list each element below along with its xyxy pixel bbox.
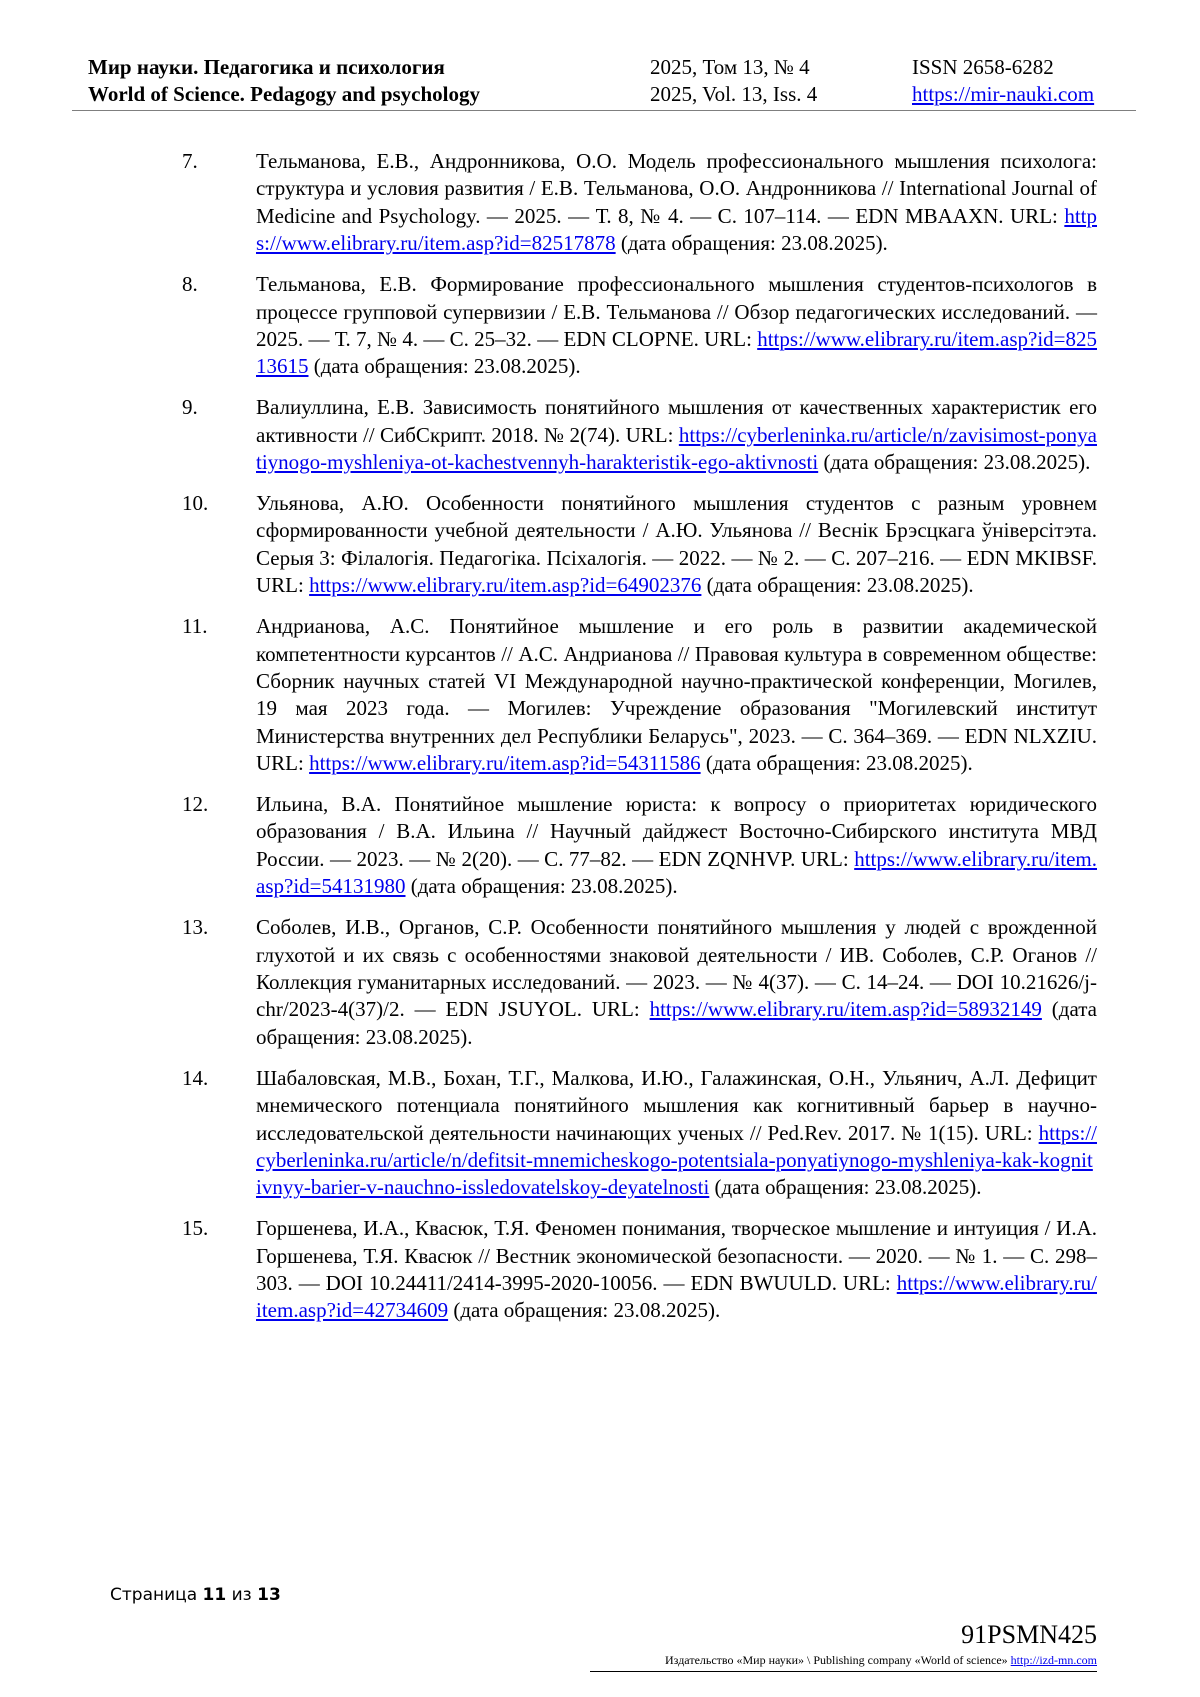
footer-divider	[590, 1671, 1097, 1672]
reference-item	[182, 148, 1097, 258]
reference-url-link[interactable]: https://www.elibrary.ru/item.asp?id=64902376	[309, 573, 702, 598]
publisher-line	[665, 1653, 1097, 1667]
journal-title-ru: Мир науки. Педагогика и психология	[88, 55, 445, 79]
page-header	[72, 50, 1136, 111]
reference-access-date: (дата обращения: 23.08.2025).	[448, 1298, 721, 1323]
reference-text: Горшенева, И.А., Квасюк, Т.Я. Феномен понимания, творческое мышление и интуиция / И.А. Горшенева, Т.Я. Квасюк // Вестник экономической безопасности. — 2020. — № 1. — С. 298–303. — DOI 10.24411/2414-3995-2020-10056. — EDN BWUULD. URL:	[256, 1216, 1097, 1296]
reference-text: Ильина, В.А. Понятийное мышление юриста: к вопросу о приоритетах юридического образования / В.А. Ильина // Научный дайджест Восточно-Сибирского института МВД России. — 2023. — № 2(20). — С. 77–82. — EDN ZQNHVP. URL:	[256, 792, 1097, 871]
journal-title-en: World of Science. Pedagogy and psychology	[88, 82, 481, 106]
journal-website-link[interactable]: https://mir-nauki.com	[912, 82, 1095, 106]
reference-url-link[interactable]: https://www.elibrary.ru/item.asp?id=82517878	[256, 203, 1097, 256]
reference-number: 15.	[182, 1216, 209, 1241]
article-code: 91PSMN425	[961, 1620, 1097, 1649]
reference-url-link[interactable]: https://www.elibrary.ru/item.asp?id=54311586	[309, 751, 701, 776]
reference-number: 9.	[182, 395, 198, 420]
reference-url-link[interactable]: https://www.elibrary.ru/item.asp?id=54131980	[256, 846, 1097, 899]
issn: ISSN 2658-6282	[912, 55, 1054, 79]
reference-number: 10.	[182, 490, 209, 515]
reference-text: Тельманова, Е.В. Формирование профессионального мышления студентов-психологов в процессе групповой супервизии / Е.В. Тельманова // Обзор педагогических исследований. — 2025. — Т. 7, № 4. — С. 25–32. — EDN CLOPNE. URL:	[256, 272, 1097, 351]
reference-item	[182, 271, 1097, 381]
publisher-text: Издательство «Мир науки» \ Publishing company «World of science»	[665, 1653, 1008, 1667]
reference-url-link[interactable]: https://www.elibrary.ru/item.asp?id=42734609	[256, 1271, 1097, 1323]
reference-text: Соболев, И.В., Органов, С.Р. Особенности понятийного мышления у людей с врожденной глухотой и их связь с особенностями знаковой деятельности / ИВ. Соболев, С.Р. Оганов // Коллекция гуманитарных исследований. — 2023. — № 4(37). — С. 14–24. — DOI 10.21626/j-chr/2023-4(37)/2. — EDN JSUYOL. URL:	[256, 915, 1097, 1022]
page-of: из	[231, 1585, 252, 1605]
reference-item	[182, 613, 1097, 777]
reference-access-date: (дата обращения: 23.08.2025).	[405, 874, 678, 899]
page-label: Страница	[110, 1585, 198, 1605]
reference-access-date: (дата обращения: 23.08.2025).	[701, 573, 974, 598]
reference-text: Шабаловская, М.В., Бохан, Т.Г., Малкова, И.Ю., Галажинская, О.Н., Ульянич, А.Л. Дефицит мнемического потенциала понятийного мышления как когнитивный барьер в научно-исследовательской деятельности начинающих ученых // Ped.Rev. 2017. № 1(15). URL:	[256, 1065, 1097, 1145]
reference-item	[182, 1215, 1097, 1325]
header-row-en	[88, 81, 1136, 107]
reference-text: Тельманова, Е.В., Андронникова, О.О. Модель профессионального мышления психолога: структура и условия развития / Е.В. Тельманова, О.О. Андронникова // International Journal of Medicine and Psychology. — 2025. — Т. 8, № 4. — С. 107–114. — EDN MBAAXN. URL:	[256, 149, 1097, 228]
reference-number: 12.	[182, 792, 209, 817]
reference-access-date: (дата обращения: 23.08.2025).	[308, 354, 581, 379]
reference-text: Валиуллина, Е.В. Зависимость понятийного мышления от качественных характеристик его активности // СибСкрипт. 2018. № 2(74). URL:	[256, 395, 1097, 447]
page-number	[110, 1584, 281, 1606]
reference-text: Ульянова, А.Ю. Особенности понятийного мышления студентов с разным уровнем сформированности учебной деятельности / А.Ю. Ульянова // Веснік Брэсцкага ўніверсітэта. Серыя 3: Філалогія. Педагогіка. Псіхалогія. — 2022. — № 2. — С. 207–216. — EDN MKIBSF. URL:	[256, 490, 1097, 598]
reference-url-link[interactable]: https://cyberleninka.ru/article/n/zavisimost-ponyatiynogo-myshleniya-ot-kachestvennyh-harakteristik-ego-aktivnosti	[256, 422, 1097, 475]
reference-item	[182, 914, 1097, 1051]
reference-access-date: (дата обращения: 23.08.2025).	[256, 997, 1097, 1049]
reference-url-link[interactable]: https://www.elibrary.ru/item.asp?id=58932149	[649, 997, 1042, 1022]
issue-info-en: 2025, Vol. 13, Iss. 4	[650, 82, 818, 106]
page-total: 13	[257, 1585, 281, 1605]
reference-number: 14.	[182, 1065, 209, 1090]
reference-item	[182, 490, 1097, 600]
reference-number: 8.	[182, 272, 198, 297]
reference-text: Андрианова, А.С. Понятийное мышление и его роль в развитии академической компетентности курсантов // А.С. Андрианова // Правовая культура в современном обществе: Сборник научных статей VI Международной научно-практической конференции, Могилев, 19 мая 2023 года. — Могилев: Учреждение образования "Могилевский институт Министерства внутренних дел Республики Беларусь", 2023. — С. 364–369. — EDN NLXZIU. URL:	[256, 614, 1097, 776]
reference-item	[182, 394, 1097, 476]
reference-number: 11.	[182, 614, 208, 639]
reference-list	[182, 148, 1097, 1338]
reference-number: 7.	[182, 149, 198, 173]
reference-access-date: (дата обращения: 23.08.2025).	[615, 231, 888, 256]
issue-info-ru: 2025, Том 13, № 4	[650, 55, 810, 79]
reference-access-date: (дата обращения: 23.08.2025).	[818, 450, 1091, 475]
reference-item	[182, 1065, 1097, 1202]
publisher-url-link[interactable]: http://izd-mn.com	[1010, 1653, 1097, 1667]
reference-number: 13.	[182, 915, 209, 940]
reference-access-date: (дата обращения: 23.08.2025).	[709, 1175, 982, 1200]
header-row-ru	[88, 54, 1136, 80]
reference-item	[182, 791, 1097, 901]
reference-url-link[interactable]: https://www.elibrary.ru/item.asp?id=82513615	[256, 326, 1097, 379]
reference-url-link[interactable]: https://cyberleninka.ru/article/n/defitsit-mnemicheskogo-potentsiala-ponyatiynogo-myshleniya-kak-kognitivnyy-barier-v-nauchno-issledovatelskoy-deyatelnosti	[256, 1120, 1097, 1200]
page-current: 11	[202, 1585, 227, 1605]
reference-access-date: (дата обращения: 23.08.2025).	[700, 751, 973, 776]
